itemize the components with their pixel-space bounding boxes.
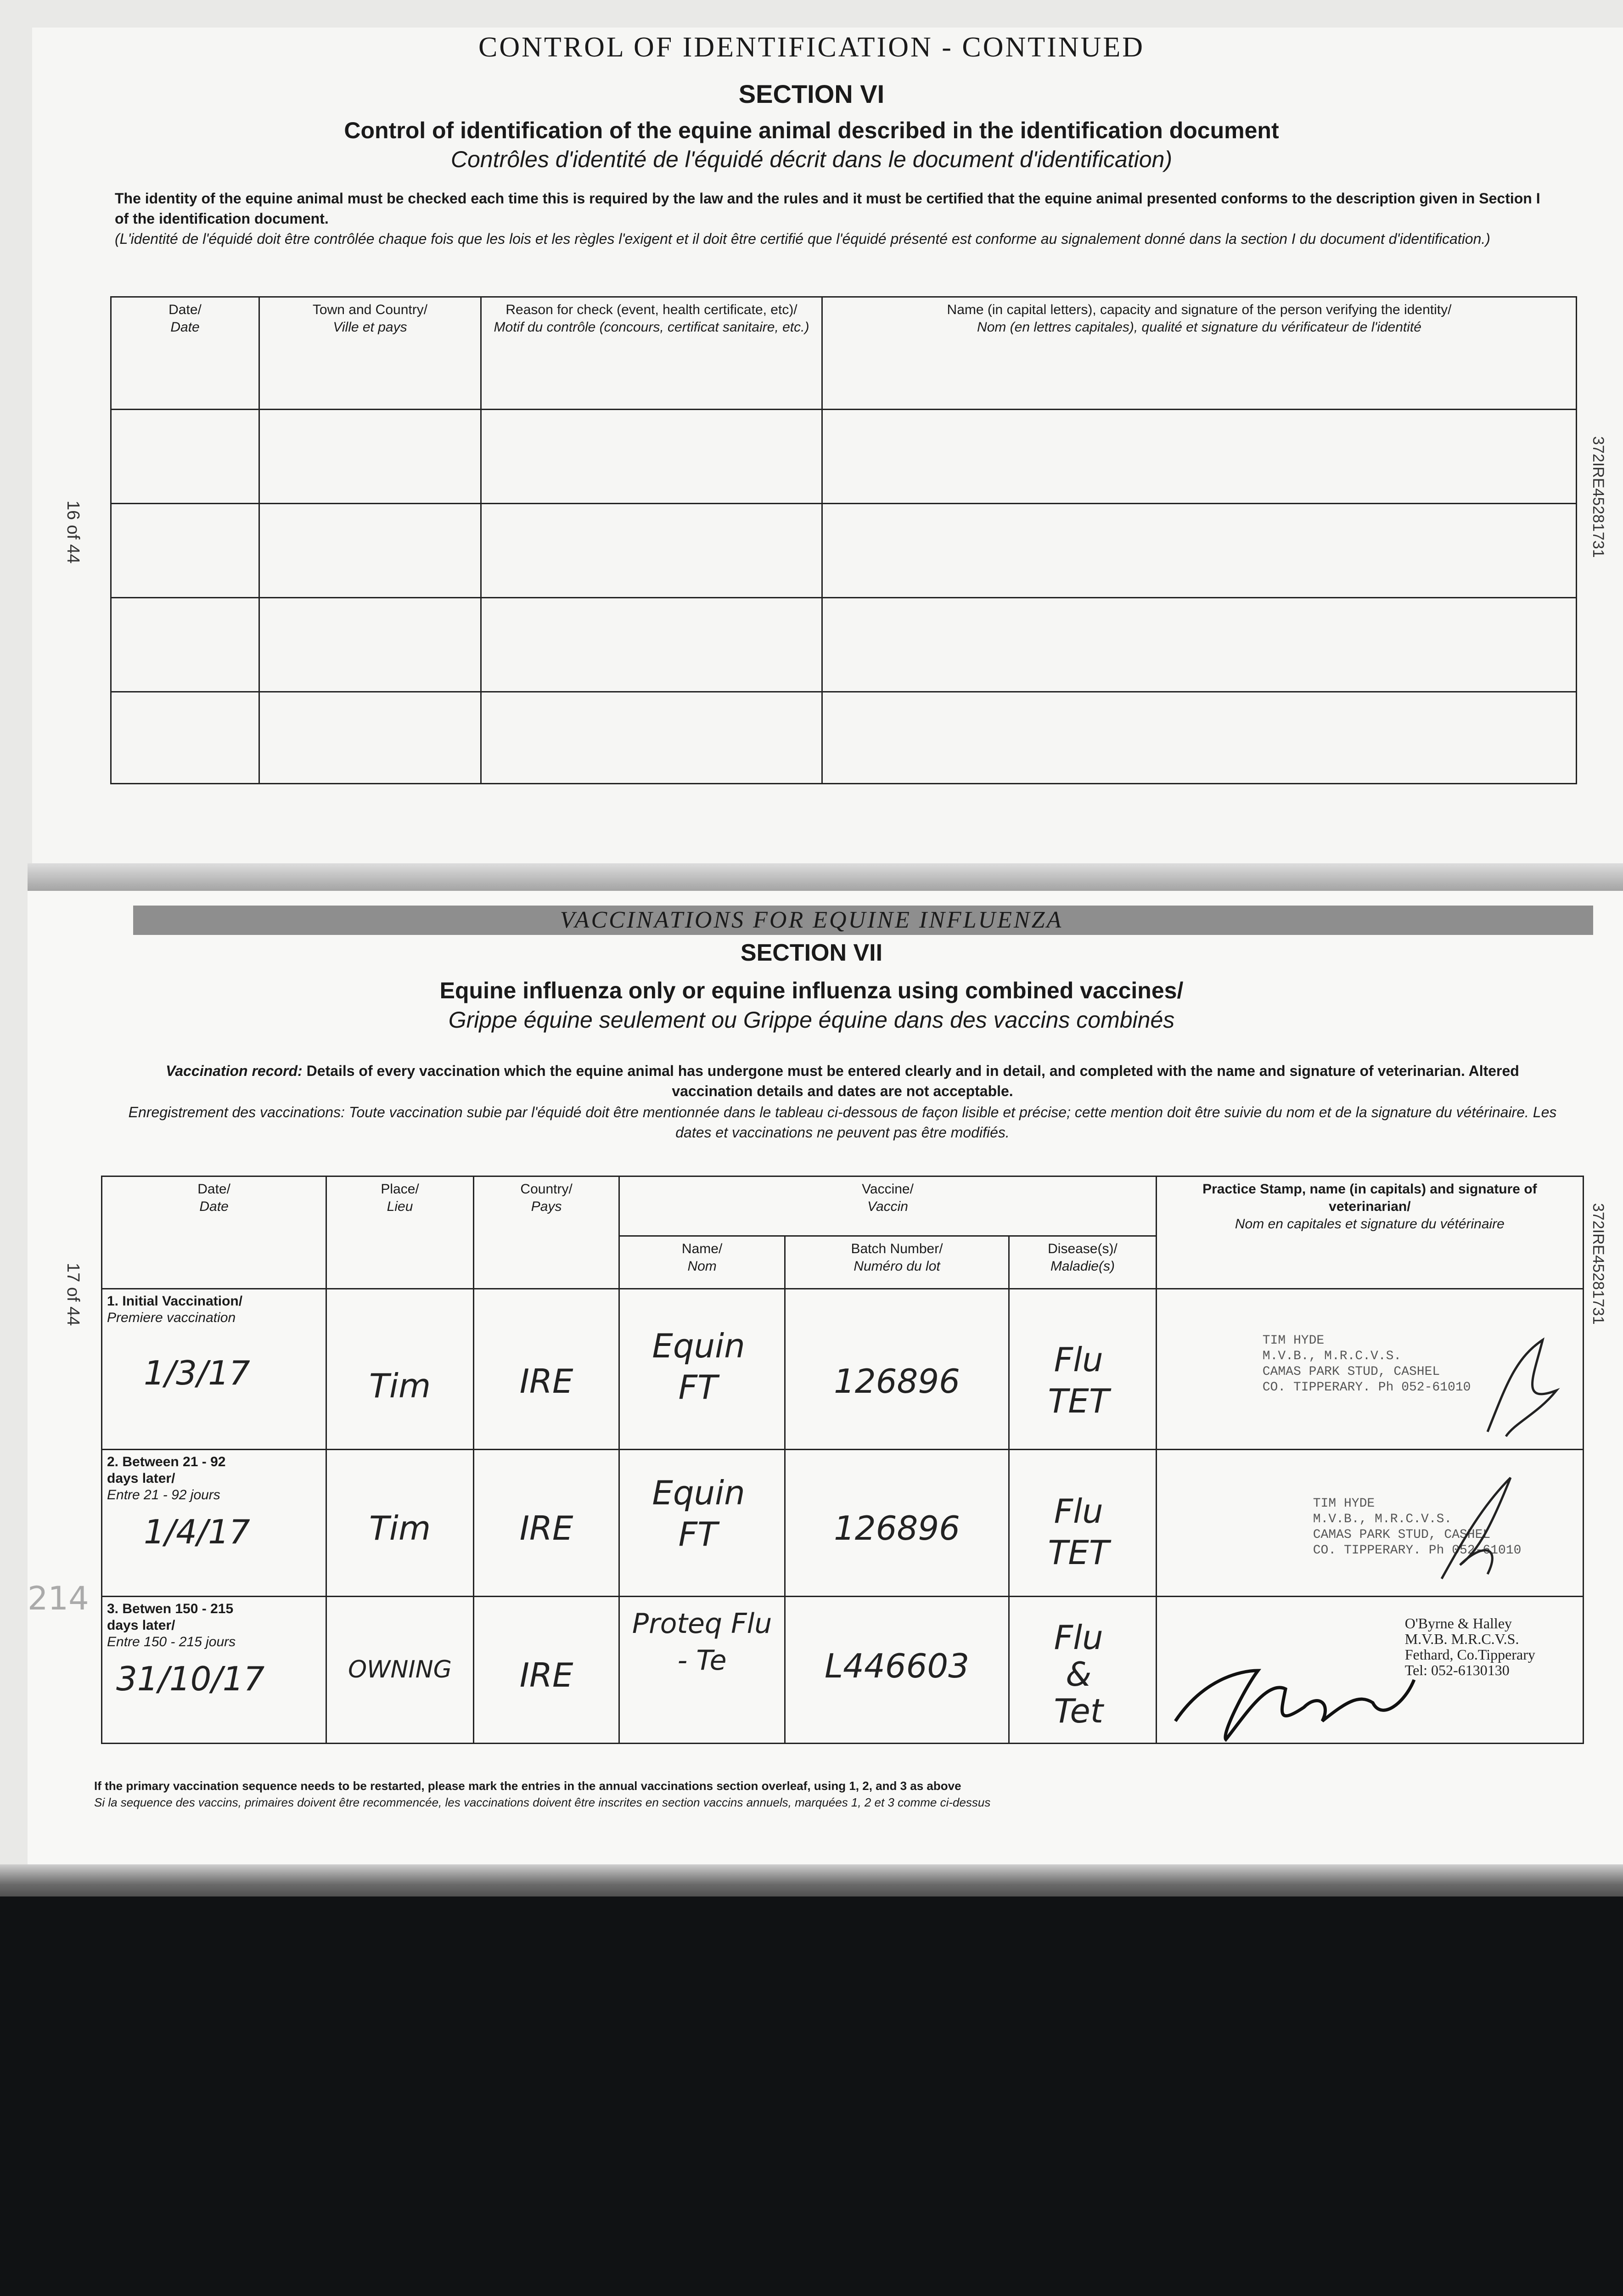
col-vaccine: Vaccine/ Vaccin xyxy=(619,1176,1156,1236)
signature-mark xyxy=(1166,1652,1423,1753)
section6-subtitle: Contrôles d'identité de l'équidé décrit dans le document d'identification) xyxy=(450,146,1173,172)
footer-en: If the primary vaccination sequence needs to be restarted, please mark the entries in the annual vaccinations section overleaf, using 1, 2, and 3 as above xyxy=(94,1779,961,1793)
row-label: 2. Between 21 - 92 days later/ Entre 21 - 92 jours xyxy=(107,1454,226,1503)
col-batch-number: Batch Number/ Numéro du lot xyxy=(785,1236,1009,1289)
section6-header: CONTROL OF IDENTIFICATION - CONTINUED xyxy=(478,32,1145,63)
row-label: 3. Betwen 150 - 215 days later/ Entre 150 - 215 jours xyxy=(107,1601,236,1649)
vaccine-name-cell xyxy=(619,1597,785,1744)
place-value: Tim xyxy=(369,1509,431,1548)
signature-mark xyxy=(1432,1473,1524,1583)
row-date-cell xyxy=(102,1450,326,1597)
place-cell xyxy=(326,1597,474,1744)
vaccine-name-cell xyxy=(619,1289,785,1450)
row-date-cell xyxy=(102,1289,326,1450)
country-value: IRE xyxy=(519,1509,573,1548)
col-date: Date/ Date xyxy=(111,297,259,410)
batch-cell xyxy=(785,1597,1009,1744)
section7-header: VACCINATIONS FOR EQUINE INFLUENZA xyxy=(560,907,1063,933)
batch-cell xyxy=(785,1289,1009,1450)
batch-value: L446603 xyxy=(825,1647,970,1685)
country-cell xyxy=(473,1450,619,1597)
col-date: Date/ Date xyxy=(102,1176,326,1289)
scan-background xyxy=(0,1896,1623,2296)
table-row xyxy=(111,598,1577,692)
section7-paragraph-en-text: Details of every vaccination which the equine animal has undergone must be entered clearly and in detail, and completed with the name and signature of veterinarian. Altered vaccination details and dates are not acceptable. xyxy=(306,1063,1519,1099)
table-row xyxy=(102,1597,1584,1744)
disease-value: Flu TET xyxy=(1048,1340,1109,1420)
batch-value: 126896 xyxy=(834,1362,960,1401)
table-row xyxy=(102,1450,1584,1597)
col-reason: Reason for check (event, health certificate, etc)/ Motif du contrôle (concours, certificat sanitaire, etc.) xyxy=(481,297,822,410)
section6-number: SECTION VI xyxy=(738,79,885,108)
section6-paragraph-en: The identity of the equine animal must be checked each time this is required by the law and the rules and it must be certified that the equine animal presented conforms to the description given in Section I of the identification document. xyxy=(115,190,1540,227)
vaccine-name-value: Proteq Flu - Te xyxy=(632,1608,772,1677)
country-cell xyxy=(473,1597,619,1744)
col-country: Country/ Pays xyxy=(473,1176,619,1289)
batch-cell xyxy=(785,1450,1009,1597)
disease-value: Flu & Tet xyxy=(1054,1618,1103,1730)
place-cell xyxy=(326,1289,474,1450)
disease-cell xyxy=(1009,1450,1157,1597)
date-value: 31/10/17 xyxy=(116,1660,265,1698)
margin-note: 214 xyxy=(28,1580,89,1617)
section7-paragraph-en xyxy=(124,1061,1561,1101)
disease-cell xyxy=(1009,1597,1157,1744)
row-label: 1. Initial Vaccination/ Premiere vaccination xyxy=(107,1294,243,1325)
place-value: OWNING xyxy=(348,1656,452,1683)
vaccination-record-label: Vaccination record: xyxy=(166,1063,303,1079)
page-number-16: 16 of 44 xyxy=(63,501,83,564)
side-code-top: 372IRE45281731 xyxy=(1589,436,1607,558)
vet-stamp: TIM HYDE M.V.B., M.R.C.V.S. CAMAS PARK STUD, CASHEL CO. TIPPERARY. Ph 052-61010 xyxy=(1313,1497,1522,1558)
section6-paragraph-fr: (L'identité de l'équidé doit être contrôlée chaque fois que les lois et les règles l'exigent et il doit être certifié que l'équidé présenté est conforme au signalement donné dans la section I du document d'identification.) xyxy=(115,231,1490,247)
table-row xyxy=(111,692,1577,784)
table-row xyxy=(102,1289,1584,1450)
batch-value: 126896 xyxy=(834,1509,960,1548)
side-code-bottom: 372IRE45281731 xyxy=(1589,1203,1607,1325)
place-cell xyxy=(326,1450,474,1597)
country-cell xyxy=(473,1289,619,1450)
col-practice-stamp: Practice Stamp, name (in capitals) and signature of veterinarian/ Nom en capitales et signature du vétérinaire xyxy=(1156,1176,1583,1289)
section6-title: Control of identification of the equine animal described in the identification document xyxy=(344,118,1279,143)
country-value: IRE xyxy=(519,1656,573,1694)
disease-cell xyxy=(1009,1289,1157,1450)
col-verifier: Name (in capital letters), capacity and signature of the person verifying the identity/ Nom (en lettres capitales), qualité et signature du vérificateur de l'identité xyxy=(822,297,1577,410)
section7-title: Equine influenza only or equine influenza using combined vaccines/ xyxy=(439,978,1184,1003)
col-diseases: Disease(s)/ Maladie(s) xyxy=(1009,1236,1157,1289)
disease-value: Flu TET xyxy=(1048,1492,1109,1572)
vet-stamp: O'Byrne & Halley M.V.B. M.R.C.V.S. Fethard, Co.Tipperary Tel: 052-6130130 xyxy=(1404,1615,1535,1678)
stamp-cell xyxy=(1156,1450,1583,1597)
stamp-cell xyxy=(1156,1597,1583,1744)
page-number-17: 17 of 44 xyxy=(63,1263,83,1326)
footer-fr: Si la sequence des vaccins, primaires doivent être recommencée, les vaccinations doivent être inscrites en section vaccins annuels, marquées 1, 2 et 3 comme ci-dessus xyxy=(94,1795,991,1809)
stamp-cell xyxy=(1156,1289,1583,1450)
signature-mark xyxy=(1478,1331,1570,1441)
section7-number: SECTION VII xyxy=(740,940,883,966)
row-date-cell xyxy=(102,1597,326,1744)
section7-subtitle: Grippe équine seulement ou Grippe équine dans des vaccins combinés xyxy=(448,1007,1175,1033)
vaccination-table xyxy=(101,1176,1584,1744)
col-town-country: Town and Country/ Ville et pays xyxy=(259,297,481,410)
table-row xyxy=(111,410,1577,504)
col-vaccine-name: Name/ Nom xyxy=(619,1236,785,1289)
date-value: 1/3/17 xyxy=(144,1354,250,1392)
vaccine-name-value: Equin FT xyxy=(652,1327,745,1407)
vaccine-name-value: Equin FT xyxy=(652,1474,745,1553)
vaccine-name-cell xyxy=(619,1450,785,1597)
place-value: Tim xyxy=(369,1367,431,1405)
table-row xyxy=(111,504,1577,598)
vet-stamp: TIM HYDE M.V.B., M.R.C.V.S. CAMAS PARK STUD, CASHEL CO. TIPPERARY. Ph 052-61010 xyxy=(1262,1334,1471,1395)
date-value: 1/4/17 xyxy=(144,1513,250,1551)
country-value: IRE xyxy=(519,1362,573,1401)
identity-check-table xyxy=(110,296,1577,784)
col-place: Place/ Lieu xyxy=(326,1176,474,1289)
section7-paragraph-fr: Enregistrement des vaccinations: Toute vaccination subie par l'équidé doit être mentionnée dans le tableau ci-dessous de façon lisible et précise; cette mention doit être suivie du nom et de la signature du vétérinaire. Les dates et vaccinations ne peuvent pas être modifiés. xyxy=(128,1104,1557,1141)
